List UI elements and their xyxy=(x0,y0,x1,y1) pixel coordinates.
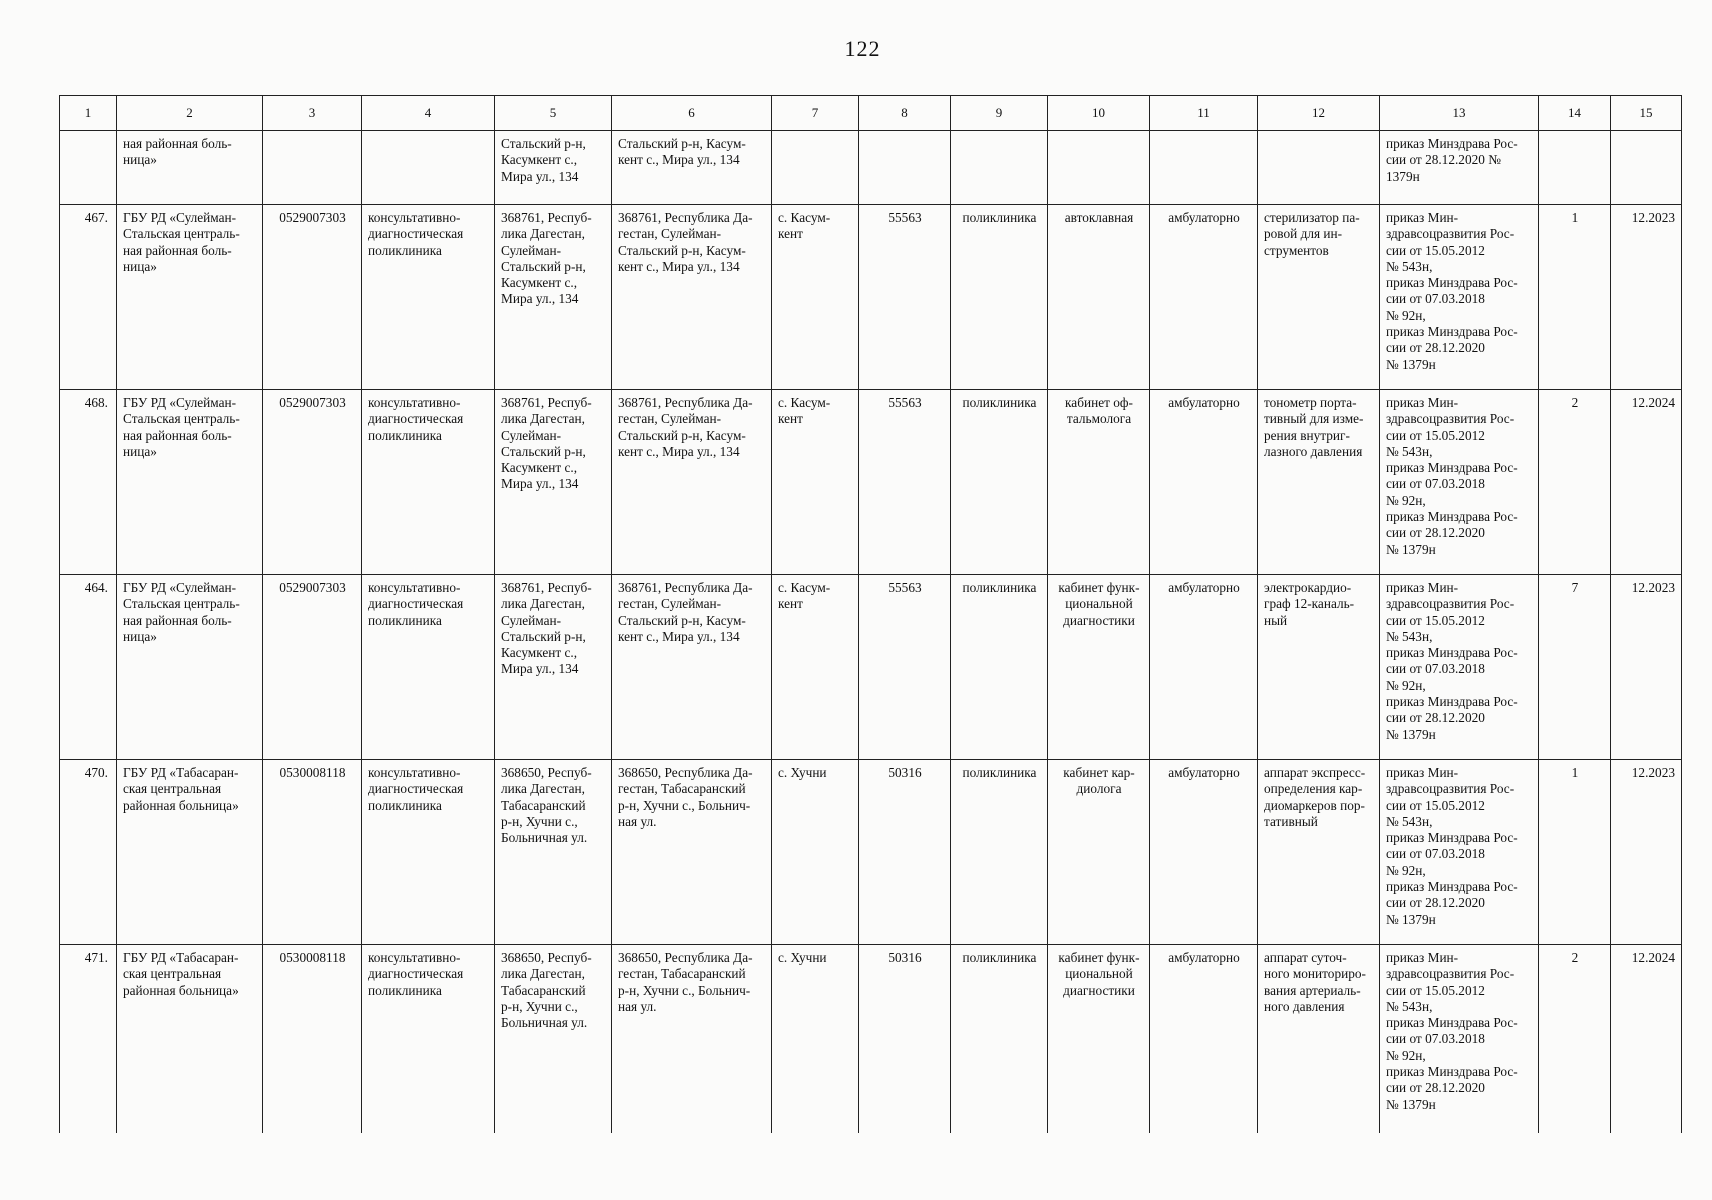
column-header: 12 xyxy=(1258,96,1380,131)
cell-row-number: 470. xyxy=(60,760,117,945)
cell-regulation: приказ Мин- здравсоцразвития Рос- сии от 15.05.2012 № 543н, приказ Минздрава Рос- сии от 07.03.2018 № 92н, приказ Минздрава Рос- сии от 28.12.2020 № 1379н xyxy=(1380,390,1539,575)
cell-facility-type: консультативно- диагностическая поликлиника xyxy=(362,575,495,760)
cell-code: 0530008118 xyxy=(263,945,362,1134)
cell-division: поликлиника xyxy=(951,390,1048,575)
cell-organization: ная районная боль- ница» xyxy=(117,131,263,205)
column-number-header-row xyxy=(60,96,1682,131)
cell-quantity: 1 xyxy=(1539,205,1611,390)
cell-actual-address: 368650, Республика Да- гестан, Табасаранский р-н, Хучни с., Больнич- ная ул. xyxy=(612,945,772,1134)
cell-quantity xyxy=(1539,131,1611,205)
cell-legal-address: 368650, Респуб- лика Дагестан, Табасаранский р-н, Хучни с., Больничная ул. xyxy=(495,760,612,945)
cell-organization: ГБУ РД «Сулейман- Стальская централь- ная районная боль- ница» xyxy=(117,205,263,390)
cell-facility-type: консультативно- диагностическая поликлиника xyxy=(362,390,495,575)
cell-quantity: 7 xyxy=(1539,575,1611,760)
cell-equipment: тонометр порта- тивный для изме- рения внутриг- лазного давления xyxy=(1258,390,1380,575)
table-row xyxy=(60,205,1682,390)
cell-regulation: приказ Мин- здравсоцразвития Рос- сии от 15.05.2012 № 543н, приказ Минздрава Рос- сии от 07.03.2018 № 92н, приказ Минздрава Рос- сии от 28.12.2020 № 1379н xyxy=(1380,205,1539,390)
cell-row-number xyxy=(60,131,117,205)
cell-date xyxy=(1611,131,1682,205)
cell-settlement xyxy=(772,131,859,205)
cell-settlement-code xyxy=(859,131,951,205)
cell-row-number: 467. xyxy=(60,205,117,390)
cell-room: кабинет функ- циональной диагностики xyxy=(1048,575,1150,760)
cell-settlement: с. Касум- кент xyxy=(772,390,859,575)
cell-quantity: 2 xyxy=(1539,390,1611,575)
cell-actual-address: 368650, Республика Да- гестан, Табасаранский р-н, Хучни с., Больнич- ная ул. xyxy=(612,760,772,945)
cell-date: 12.2024 xyxy=(1611,945,1682,1134)
cell-room: кабинет кар- диолога xyxy=(1048,760,1150,945)
column-header: 3 xyxy=(263,96,362,131)
cell-actual-address: 368761, Республика Да- гестан, Сулейман- Стальский р-н, Касум- кент с., Мира ул., 134 xyxy=(612,205,772,390)
cell-division: поликлиника xyxy=(951,575,1048,760)
cell-settlement: с. Касум- кент xyxy=(772,205,859,390)
cell-settlement-code: 55563 xyxy=(859,390,951,575)
cell-quantity: 2 xyxy=(1539,945,1611,1134)
cell-room: автоклавная xyxy=(1048,205,1150,390)
cell-regulation: приказ Мин- здравсоцразвития Рос- сии от 15.05.2012 № 543н, приказ Минздрава Рос- сии от 07.03.2018 № 92н, приказ Минздрава Рос- сии от 28.12.2020 № 1379н xyxy=(1380,945,1539,1134)
cell-legal-address: 368761, Респуб- лика Дагестан, Сулейман- Стальский р-н, Касумкент с., Мира ул., 134 xyxy=(495,575,612,760)
page-number: 122 xyxy=(844,36,881,61)
cell-care-condition: амбулаторно xyxy=(1150,760,1258,945)
table-row-continuation xyxy=(60,131,1682,205)
cell-settlement-code: 55563 xyxy=(859,575,951,760)
cell-row-number: 468. xyxy=(60,390,117,575)
cell-date: 12.2023 xyxy=(1611,575,1682,760)
cell-date: 12.2023 xyxy=(1611,205,1682,390)
column-header: 8 xyxy=(859,96,951,131)
cell-organization: ГБУ РД «Сулейман- Стальская централь- ная районная боль- ница» xyxy=(117,575,263,760)
cell-date: 12.2024 xyxy=(1611,390,1682,575)
cell-room: кабинет функ- циональной диагностики xyxy=(1048,945,1150,1134)
column-header: 1 xyxy=(60,96,117,131)
cell-facility-type: консультативно- диагностическая поликлиника xyxy=(362,205,495,390)
cell-legal-address: Стальский р-н, Касумкент с., Мира ул., 134 xyxy=(495,131,612,205)
cell-code: 0529007303 xyxy=(263,390,362,575)
cell-date: 12.2023 xyxy=(1611,760,1682,945)
cell-settlement-code: 50316 xyxy=(859,945,951,1134)
cell-actual-address: 368761, Республика Да- гестан, Сулейман- Стальский р-н, Касум- кент с., Мира ул., 134 xyxy=(612,390,772,575)
cell-equipment xyxy=(1258,131,1380,205)
cell-facility-type xyxy=(362,131,495,205)
cell-care-condition: амбулаторно xyxy=(1150,390,1258,575)
cell-settlement-code: 55563 xyxy=(859,205,951,390)
cell-equipment: электрокардио- граф 12-каналь- ный xyxy=(1258,575,1380,760)
cell-legal-address: 368650, Респуб- лика Дагестан, Табасаранский р-н, Хучни с., Больничная ул. xyxy=(495,945,612,1134)
cell-code: 0530008118 xyxy=(263,760,362,945)
column-header: 10 xyxy=(1048,96,1150,131)
cell-organization: ГБУ РД «Табасаран- ская центральная районная больница» xyxy=(117,945,263,1134)
equipment-table xyxy=(59,95,1682,1133)
cell-organization: ГБУ РД «Сулейман- Стальская централь- ная районная боль- ница» xyxy=(117,390,263,575)
cell-equipment: стерилизатор па- ровой для ин- струментов xyxy=(1258,205,1380,390)
cell-code: 0529007303 xyxy=(263,205,362,390)
column-header: 14 xyxy=(1539,96,1611,131)
column-header: 5 xyxy=(495,96,612,131)
cell-care-condition: амбулаторно xyxy=(1150,575,1258,760)
cell-legal-address: 368761, Респуб- лика Дагестан, Сулейман- Стальский р-н, Касумкент с., Мира ул., 134 xyxy=(495,205,612,390)
cell-division: поликлиника xyxy=(951,945,1048,1134)
cell-division xyxy=(951,131,1048,205)
table-row xyxy=(60,760,1682,945)
cell-facility-type: консультативно- диагностическая поликлиника xyxy=(362,945,495,1134)
column-header: 2 xyxy=(117,96,263,131)
cell-room: кабинет оф- тальмолога xyxy=(1048,390,1150,575)
column-header: 4 xyxy=(362,96,495,131)
cell-room xyxy=(1048,131,1150,205)
cell-equipment: аппарат экспресс- определения кар- диомаркеров пор- тативный xyxy=(1258,760,1380,945)
cell-actual-address: Стальский р-н, Касум- кент с., Мира ул., 134 xyxy=(612,131,772,205)
cell-settlement: с. Хучни xyxy=(772,760,859,945)
cell-equipment: аппарат суточ- ного мониториро- вания артериаль- ного давления xyxy=(1258,945,1380,1134)
cell-care-condition: амбулаторно xyxy=(1150,205,1258,390)
column-header: 7 xyxy=(772,96,859,131)
cell-care-condition: амбулаторно xyxy=(1150,945,1258,1134)
table-row xyxy=(60,575,1682,760)
cell-actual-address: 368761, Республика Да- гестан, Сулейман- Стальский р-н, Касум- кент с., Мира ул., 134 xyxy=(612,575,772,760)
column-header: 9 xyxy=(951,96,1048,131)
cell-code xyxy=(263,131,362,205)
cell-quantity: 1 xyxy=(1539,760,1611,945)
cell-organization: ГБУ РД «Табасаран- ская центральная районная больница» xyxy=(117,760,263,945)
cell-code: 0529007303 xyxy=(263,575,362,760)
cell-division: поликлиника xyxy=(951,760,1048,945)
cell-division: поликлиника xyxy=(951,205,1048,390)
cell-settlement-code: 50316 xyxy=(859,760,951,945)
column-header: 6 xyxy=(612,96,772,131)
cell-settlement: с. Хучни xyxy=(772,945,859,1134)
cell-care-condition xyxy=(1150,131,1258,205)
cell-regulation: приказ Мин- здравсоцразвития Рос- сии от 15.05.2012 № 543н, приказ Минздрава Рос- сии от 07.03.2018 № 92н, приказ Минздрава Рос- сии от 28.12.2020 № 1379н xyxy=(1380,760,1539,945)
cell-legal-address: 368761, Респуб- лика Дагестан, Сулейман- Стальский р-н, Касумкент с., Мира ул., 134 xyxy=(495,390,612,575)
cell-facility-type: консультативно- диагностическая поликлиника xyxy=(362,760,495,945)
table-row xyxy=(60,390,1682,575)
table-row xyxy=(60,945,1682,1134)
cell-row-number: 464. xyxy=(60,575,117,760)
cell-row-number: 471. xyxy=(60,945,117,1134)
column-header: 13 xyxy=(1380,96,1539,131)
column-header: 15 xyxy=(1611,96,1682,131)
cell-regulation: приказ Минздрава Рос- сии от 28.12.2020 № 1379н xyxy=(1380,131,1539,205)
column-header: 11 xyxy=(1150,96,1258,131)
cell-settlement: с. Касум- кент xyxy=(772,575,859,760)
cell-regulation: приказ Мин- здравсоцразвития Рос- сии от 15.05.2012 № 543н, приказ Минздрава Рос- сии от 07.03.2018 № 92н, приказ Минздрава Рос- сии от 28.12.2020 № 1379н xyxy=(1380,575,1539,760)
